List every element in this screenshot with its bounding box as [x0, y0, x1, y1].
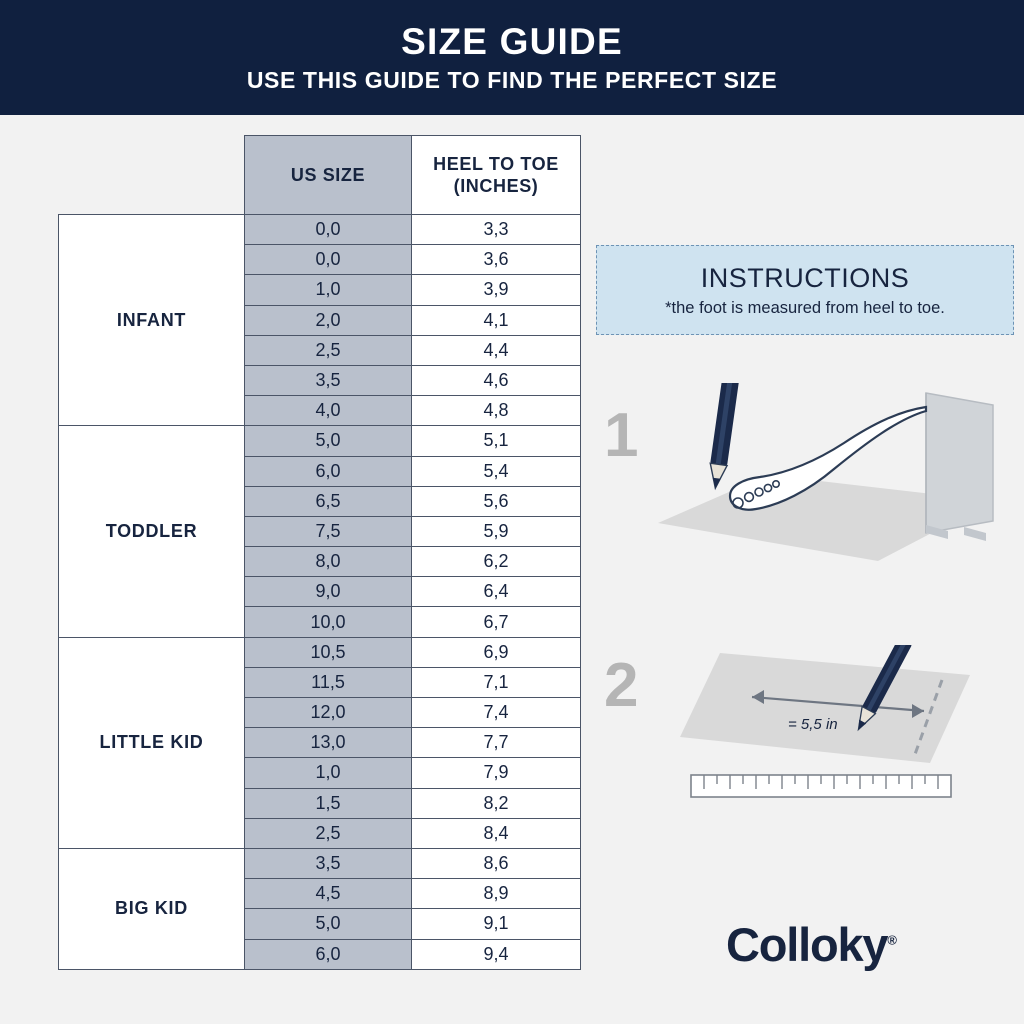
cell-heel-to-toe: 8,6 [412, 848, 581, 878]
group-label-big-kid: BIG KID [59, 848, 245, 969]
instructions-note: *the foot is measured from heel to toe. [665, 298, 945, 317]
cell-us-size: 5,0 [245, 426, 412, 456]
step-2-number: 2 [604, 651, 639, 720]
table-row [59, 637, 581, 667]
ruler-icon [690, 770, 952, 802]
heel-header-line1: HEEL TO TOE [433, 153, 559, 174]
cell-heel-to-toe: 5,4 [412, 456, 581, 486]
cell-heel-to-toe: 4,6 [412, 365, 581, 395]
table-row [59, 848, 581, 878]
cell-us-size: 11,5 [245, 667, 412, 697]
cell-heel-to-toe: 8,9 [412, 879, 581, 909]
cell-heel-to-toe: 3,6 [412, 245, 581, 275]
table-header-us-size: US SIZE [245, 136, 412, 215]
instructions-title: INSTRUCTIONS [700, 262, 910, 293]
cell-heel-to-toe: 9,1 [412, 909, 581, 939]
cell-heel-to-toe: 8,4 [412, 818, 581, 848]
trademark-symbol: ® [887, 932, 897, 948]
cell-us-size: 8,0 [245, 547, 412, 577]
cell-us-size: 7,5 [245, 516, 412, 546]
brand-name: Colloky [726, 918, 888, 971]
cell-us-size: 1,0 [245, 275, 412, 305]
cell-us-size: 5,0 [245, 909, 412, 939]
cell-heel-to-toe: 6,2 [412, 547, 581, 577]
cell-heel-to-toe: 3,3 [412, 215, 581, 245]
cell-heel-to-toe: 3,9 [412, 275, 581, 305]
cell-heel-to-toe: 5,1 [412, 426, 581, 456]
group-label-toddler: TODDLER [59, 426, 245, 637]
step-1-number: 1 [604, 401, 639, 470]
cell-us-size: 1,5 [245, 788, 412, 818]
foot-pencil-wall-icon [648, 383, 1008, 583]
step-2 [604, 651, 639, 720]
cell-heel-to-toe: 4,1 [412, 305, 581, 335]
table-row [59, 426, 581, 456]
page-title: SIZE GUIDE [401, 21, 623, 63]
brand-logo [726, 917, 897, 972]
paper-measure-pencil-icon [680, 645, 980, 775]
cell-us-size: 3,5 [245, 848, 412, 878]
group-label-little-kid: LITTLE KID [59, 637, 245, 848]
table-header-blank [59, 136, 245, 215]
instructions-box [596, 245, 1014, 335]
cell-heel-to-toe: 7,7 [412, 728, 581, 758]
cell-heel-to-toe: 6,4 [412, 577, 581, 607]
cell-heel-to-toe: 7,9 [412, 758, 581, 788]
cell-us-size: 6,0 [245, 939, 412, 969]
size-table [58, 135, 581, 970]
cell-us-size: 2,5 [245, 818, 412, 848]
cell-heel-to-toe: 5,9 [412, 516, 581, 546]
measurement-label: = 5,5 in [788, 716, 838, 733]
step-1 [604, 401, 639, 470]
cell-us-size: 9,0 [245, 577, 412, 607]
cell-heel-to-toe: 4,4 [412, 335, 581, 365]
page-header [0, 0, 1024, 115]
cell-us-size: 6,0 [245, 456, 412, 486]
content-area [0, 115, 1024, 1024]
cell-heel-to-toe: 8,2 [412, 788, 581, 818]
cell-heel-to-toe: 6,9 [412, 637, 581, 667]
cell-heel-to-toe: 5,6 [412, 486, 581, 516]
group-label-infant: INFANT [59, 215, 245, 426]
cell-us-size: 2,5 [245, 335, 412, 365]
cell-us-size: 4,0 [245, 396, 412, 426]
heel-header-line2: (INCHES) [453, 176, 539, 196]
cell-us-size: 6,5 [245, 486, 412, 516]
cell-us-size: 13,0 [245, 728, 412, 758]
cell-heel-to-toe: 4,8 [412, 396, 581, 426]
cell-us-size: 4,5 [245, 879, 412, 909]
cell-heel-to-toe: 7,1 [412, 667, 581, 697]
cell-us-size: 1,0 [245, 758, 412, 788]
cell-us-size: 2,0 [245, 305, 412, 335]
size-table-container [58, 135, 580, 970]
cell-us-size: 0,0 [245, 215, 412, 245]
cell-heel-to-toe: 9,4 [412, 939, 581, 969]
cell-us-size: 0,0 [245, 245, 412, 275]
cell-heel-to-toe: 7,4 [412, 698, 581, 728]
cell-us-size: 10,0 [245, 607, 412, 637]
cell-us-size: 10,5 [245, 637, 412, 667]
cell-us-size: 3,5 [245, 365, 412, 395]
table-header-row [59, 136, 581, 215]
cell-us-size: 12,0 [245, 698, 412, 728]
cell-heel-to-toe: 6,7 [412, 607, 581, 637]
table-header-heel-to-toe [412, 136, 581, 215]
table-row [59, 215, 581, 245]
page-subtitle: USE THIS GUIDE TO FIND THE PERFECT SIZE [246, 66, 778, 93]
